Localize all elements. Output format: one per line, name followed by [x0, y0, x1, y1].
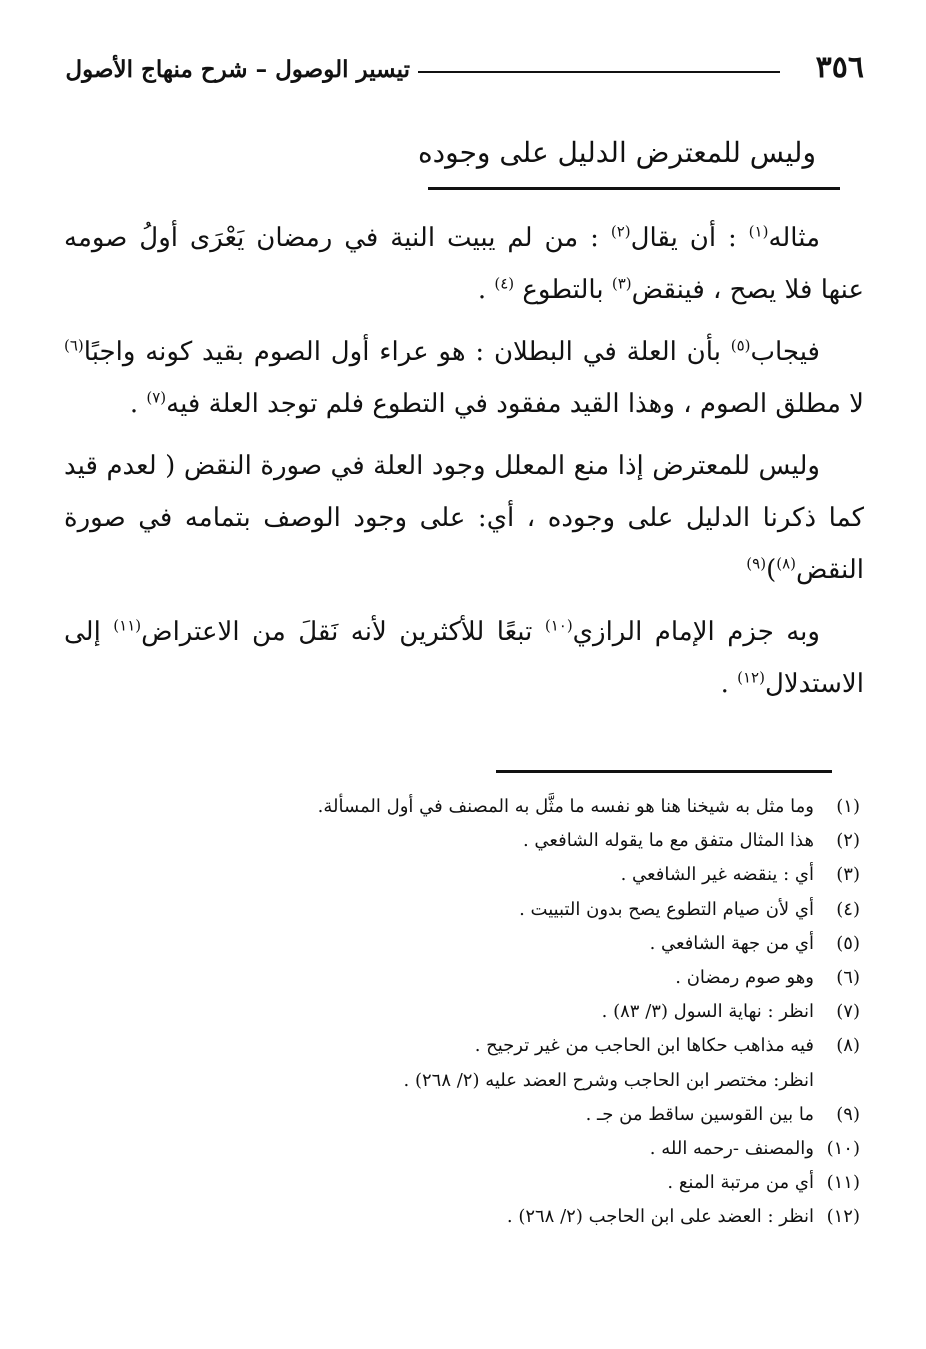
- footnote-text: انظر : نهاية السول (٣/ ٨٣) .: [601, 1001, 814, 1023]
- footnote-text: ما بين القوسين ساقط من جـ .: [585, 1103, 814, 1125]
- paragraph-text: .: [477, 275, 495, 305]
- footnote-number: (٣): [836, 864, 860, 886]
- paragraph-text: : أن يقال: [630, 223, 749, 253]
- paragraph-text: .: [720, 669, 738, 699]
- page-number: ٣٥٦: [815, 50, 864, 85]
- paragraph-text: وبه جزم الإمام الرازي: [572, 617, 820, 647]
- footnote-ref: (٣): [611, 274, 632, 293]
- footnote: [80, 1200, 860, 1234]
- body-text: [64, 212, 864, 720]
- section-title-rule: [428, 187, 840, 190]
- paragraph: [64, 212, 864, 316]
- footnote-number: (٧): [836, 1001, 860, 1023]
- footnote-ref: (٤): [494, 274, 515, 293]
- footnote-number: (١٢): [826, 1206, 860, 1228]
- footnotes: [80, 790, 860, 1235]
- footnote: [80, 1029, 860, 1063]
- footnote-number: (٩): [836, 1103, 860, 1125]
- paragraph-text: فيجاب: [750, 337, 820, 367]
- footnote: [80, 1132, 860, 1166]
- footnote-ref: (٩): [746, 554, 767, 573]
- footnote: [80, 893, 860, 927]
- paragraph-text: لا مطلق الصوم ، وهذا القيد مفقود في التطوع فلم توجد العلة فيه: [166, 389, 864, 419]
- footnote: [80, 1166, 860, 1200]
- footnote-continuation: انظر: مختصر ابن الحاجب وشرح العضد عليه (٢/ ٢٦٨) .: [403, 1069, 814, 1091]
- footnote-text: وهو صوم رمضان .: [675, 967, 814, 989]
- footnote-ref: (١٢): [737, 668, 765, 687]
- paragraph: [64, 440, 864, 596]
- paragraph: [64, 606, 864, 710]
- footnote-number: (٤): [836, 898, 860, 920]
- footnote: [80, 961, 860, 995]
- section-title: وليس للمعترض الدليل على وجوده: [418, 136, 816, 169]
- footnote-number: (٢): [836, 830, 860, 852]
- footnote: [80, 824, 860, 858]
- footnote-number: (٨): [836, 1035, 860, 1057]
- footnote-ref: (٧): [146, 388, 167, 407]
- footnote-separator: [496, 770, 832, 773]
- paragraph-text: بأن العلة في البطلان : هو عراء أول الصوم بقيد كونه واجبًا: [83, 337, 731, 367]
- footnote-text: أي لأن صيام التطوع يصح بدون التبييت .: [519, 898, 814, 920]
- paragraph-text: وليس للمعترض إذا منع المعلل وجود العلة في صورة النقض ( لعدم قيد كما ذكرنا الدليل على وجوده ، أي: على وجود الوصف بتمامه في صورة النقض: [64, 451, 864, 585]
- footnote-ref: (١١): [113, 616, 142, 635]
- footnote: [80, 995, 860, 1029]
- paragraph-text: .: [129, 389, 147, 419]
- paragraph-text: بالتطوع: [514, 275, 612, 305]
- footnote: [80, 1098, 860, 1132]
- footnote-number: (٥): [836, 932, 860, 954]
- footnote-text: هذا المثال متفق مع ما يقوله الشافعي .: [522, 830, 814, 852]
- footnote-text: انظر : العضد على ابن الحاجب (٢/ ٢٦٨) .: [506, 1206, 814, 1228]
- paragraph-text: مثاله: [768, 223, 820, 253]
- footnote-ref: (٨): [776, 554, 796, 573]
- footnote-number: (١١): [826, 1172, 860, 1194]
- footnote: [80, 927, 860, 961]
- footnote-text: فيه مذاهب حكاها ابن الحاجب من غير ترجيح .: [474, 1035, 814, 1057]
- paragraph-text: إلى الاستدلال: [64, 617, 864, 699]
- footnote-text: أي من مرتبة المنع .: [667, 1172, 814, 1194]
- footnote-ref: (١): [748, 222, 769, 241]
- footnote-number: (١): [836, 796, 860, 817]
- footnote-text: وما مثل به شيخنا هنا هو نفسه ما مثَّل به المصنف في أول المسألة.: [317, 796, 814, 817]
- footnote-ref: (٦): [64, 336, 84, 355]
- running-title: تيسير الوصول – شرح منهاج الأصول: [65, 56, 410, 83]
- footnote-text: أي : ينقضه غير الشافعي .: [620, 864, 814, 886]
- footnote: [80, 858, 860, 892]
- header-rule: [418, 71, 780, 73]
- footnote: [80, 790, 860, 824]
- paragraph-text: : من لم يبيت النية في رمضان يَعْرَى أولُ صومه عنها فلا يصح ، فينقض: [64, 223, 864, 305]
- footnote-number: (٦): [836, 967, 860, 989]
- paragraph-text: تبعًا للأكثرين لأنه نَقلَ من الاعتراض: [141, 617, 545, 647]
- footnote-ref: (١٠): [544, 616, 573, 635]
- footnote-ref: (٥): [730, 336, 751, 355]
- footnote-text: أي من جهة الشافعي .: [649, 932, 814, 954]
- paragraph-text: ): [766, 555, 777, 585]
- footnote-ref: (٢): [610, 222, 631, 241]
- paragraph: [64, 326, 864, 430]
- footnote-number: (١٠): [826, 1138, 860, 1160]
- footnote-text: والمصنف -رحمه الله .: [649, 1138, 814, 1160]
